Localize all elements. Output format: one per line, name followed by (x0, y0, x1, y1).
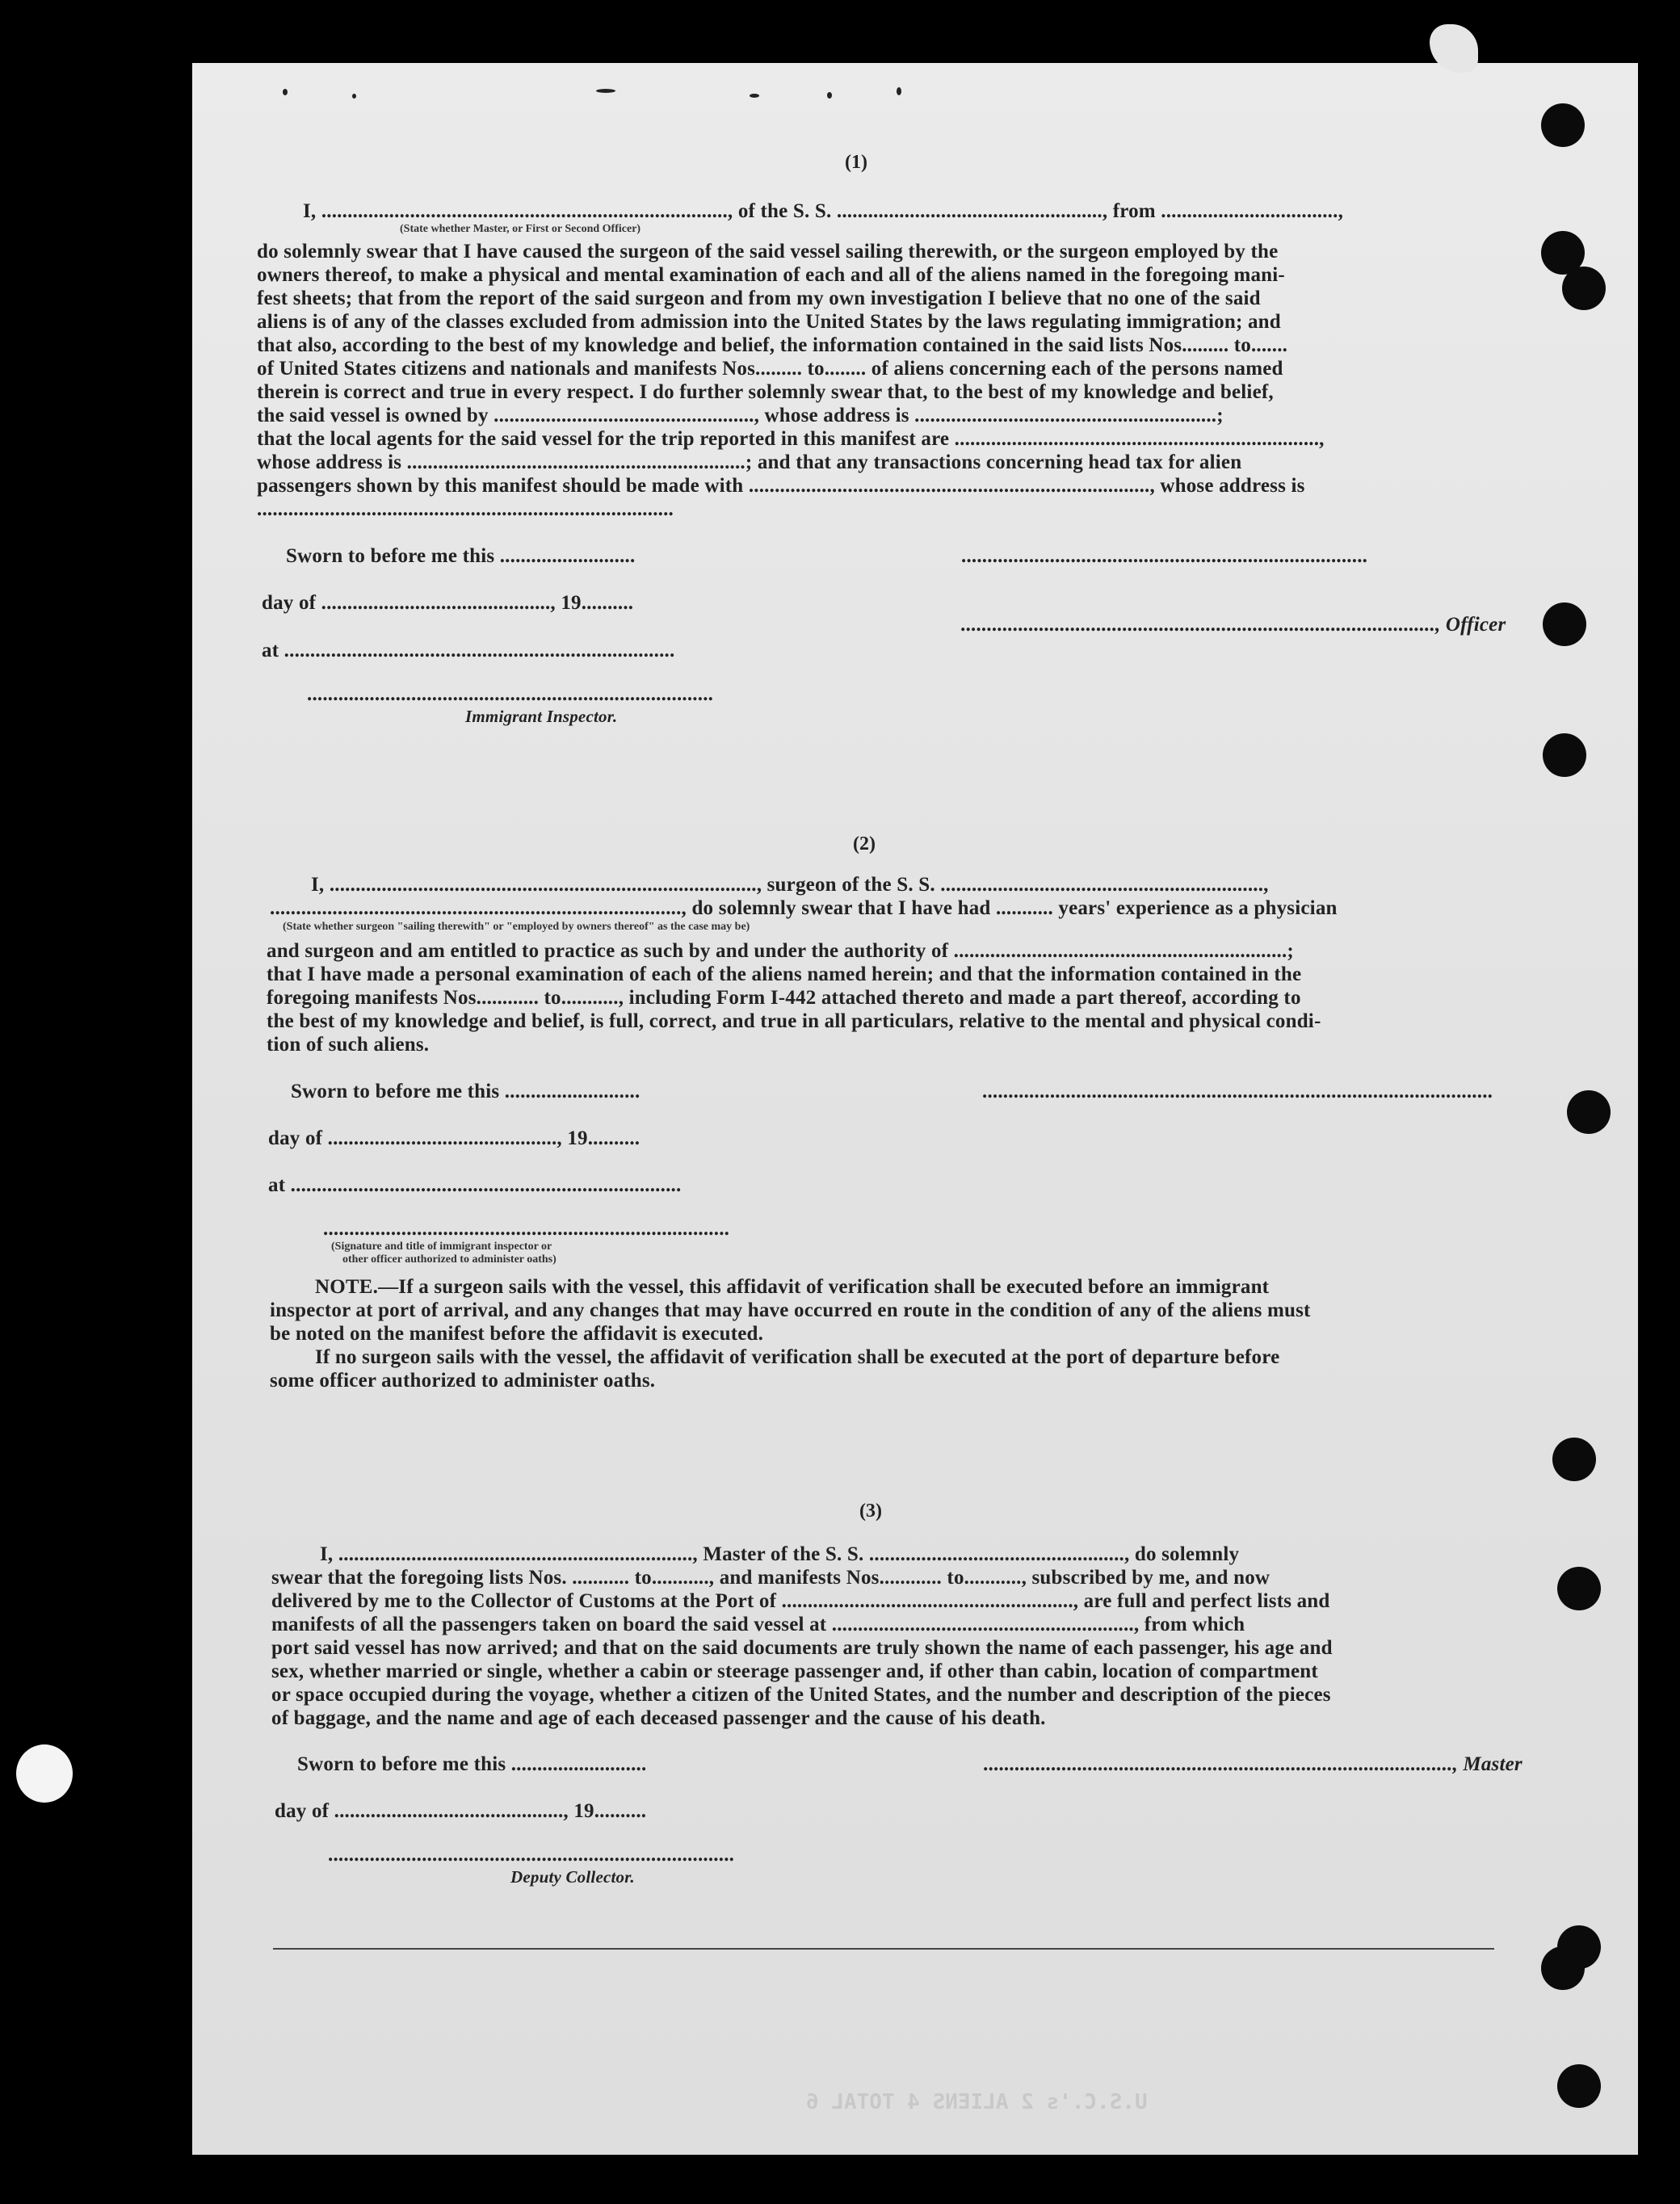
s1-body-line: owners thereof, to make a physical and mental examination of each and all of the aliens named in the foregoing mani- (257, 264, 1285, 286)
s3-body-line: delivered by me to the Collector of Customs at the Port of ........................................................, are full and perfect lists and (271, 1590, 1330, 1612)
s1-body-line: that also, according to the best of my knowledge and belief, the information contained in the said lists Nos......... to....... (257, 334, 1288, 356)
s1-inspector-line: .............................................................................. (307, 683, 714, 705)
punch-hole (1557, 1567, 1601, 1610)
s1-at: at ........................................................................... (262, 640, 675, 661)
punch-hole (1562, 267, 1606, 310)
s3-master-signature: .........................................................................................., Master (984, 1753, 1522, 1775)
punch-hole (1557, 2064, 1601, 2108)
s3-collector-label: Deputy Collector. (510, 1867, 635, 1887)
s3-body-line: I, ...................................................................., Master of the S. S. ................................................., do solemnly (320, 1543, 1240, 1565)
s2-body-line: the best of my knowledge and belief, is full, correct, and true in all particulars, relative to the mental and physical condi- (267, 1010, 1321, 1032)
s3-body-line: port said vessel has now arrived; and that on the said documents are truly shown the name of each passenger, his age and (271, 1637, 1333, 1659)
s3-day: day of ............................................, 19.......... (275, 1800, 647, 1822)
s1-body-line: whose address is .................................................................; and that any transactions concerning head tax for alien (257, 451, 1242, 473)
s2-note-line: some officer authorized to administer oaths. (270, 1370, 656, 1392)
section-2-number: (2) (853, 833, 876, 854)
punch-hole (1541, 103, 1585, 147)
s2-note-line: NOTE.—If a surgeon sails with the vessel, this affidavit of verification shall be executed before an immigrant (315, 1276, 1270, 1298)
s2-note-line: be noted on the manifest before the affidavit is executed. (270, 1323, 764, 1345)
speck (827, 92, 832, 99)
punch-hole (1543, 602, 1586, 646)
punch-hole (1543, 733, 1586, 777)
section-3-number: (3) (859, 1501, 882, 1522)
s2-line-surgeon: I, .................................................................................., surgeon of the S. S. .............................................................., (311, 874, 1269, 896)
s3-body-line: swear that the foregoing lists Nos. ........... to..........., and manifests Nos............ to..........., subscribed by me, and now (271, 1567, 1270, 1589)
s1-inspector-label: Immigrant Inspector. (465, 707, 618, 726)
s3-sworn: Sworn to before me this .......................... (297, 1753, 647, 1775)
s1-body-line: the said vessel is owned by .................................................., whose address is ..........................................................; (257, 405, 1224, 426)
s1-body-line: passengers shown by this manifest should be made with ............................................................................., whose address is (257, 475, 1305, 497)
s2-sig-note-2: other officer authorized to administer oaths) (342, 1253, 556, 1266)
s1-day: day of ............................................, 19.......... (262, 592, 634, 614)
s2-signature-line-right: .................................................................................................. (982, 1081, 1493, 1102)
s1-body-line: fest sheets; that from the report of the said surgeon and from my own investigation I believe that no one of the said (257, 288, 1261, 309)
s2-sworn: Sworn to before me this .......................... (291, 1081, 640, 1102)
s2-note-line: inspector at port of arrival, and any changes that may have occurred en route in the condition of any of the aliens must (270, 1299, 1311, 1321)
s2-surgeon-note: (State whether surgeon "sailing therewith" or "employed by owners thereof" as the case may be) (283, 921, 750, 933)
s2-body-line: foregoing manifests Nos............ to..........., including Form I-442 attached thereto and made a part thereof, according to (267, 987, 1301, 1009)
s2-sig-note-1: (Signature and title of immigrant inspector or (331, 1241, 552, 1253)
s1-signature-line-right: .............................................................................. (961, 545, 1368, 567)
s2-body-line: tion of such aliens. (267, 1034, 430, 1056)
s2-line-experience: ..............................................................................., do solemnly swear that I have had ........... years' experience as a physician (270, 897, 1338, 919)
speck (352, 94, 356, 99)
s2-note-line: If no surgeon sails with the vessel, the affidavit of verification shall be executed at the port of departure before (315, 1346, 1280, 1368)
s1-body-line: therein is correct and true in every respect. I do further solemnly swear that, to the best of my knowledge and belief, (257, 381, 1274, 403)
speck (283, 89, 288, 95)
s1-body-line: ................................................................................ (257, 498, 674, 520)
s3-collector-line: .............................................................................. (328, 1844, 735, 1866)
speck (596, 89, 615, 93)
s1-line-oath-officer: I, .............................................................................., of the S. S. ..................................................., from .................................., (303, 200, 1344, 222)
s1-body-line: of United States citizens and nationals and manifests Nos......... to........ of aliens concerning each of the persons named (257, 358, 1283, 380)
punch-hole (1552, 1438, 1596, 1481)
form-page (192, 63, 1638, 2155)
s1-officer-note: (State whether Master, or First or Second Officer) (400, 223, 641, 235)
s2-inspector-line: .............................................................................. (323, 1218, 730, 1240)
s2-day: day of ............................................, 19.......... (268, 1127, 640, 1149)
section-1-number: (1) (845, 152, 867, 173)
s1-body-line: do solemnly swear that I have caused the surgeon of the said vessel sailing therewith, or the surgeon employed by the (257, 241, 1279, 262)
s1-officer-signature: ..........................................................................................., Officer (961, 614, 1506, 636)
s1-body-line: aliens is of any of the classes excluded from admission into the United States by the laws regulating immigration; and (257, 311, 1281, 333)
s3-body-line: sex, whether married or single, whether a cabin or steerage passenger and, if other than cabin, location of compartment (271, 1660, 1318, 1682)
punch-hole (1541, 1946, 1585, 1990)
s3-body-line: of baggage, and the name and age of each deceased passenger and the cause of his death. (271, 1707, 1046, 1729)
speck (750, 94, 759, 98)
s2-body-line: that I have made a personal examination of each of the aliens named herein; and that the information contained in the (267, 963, 1302, 985)
bleed-through-text: U.S.C.'s 2 ALIENS 4 TOTAL 6 (806, 2090, 1148, 2114)
s1-sworn: Sworn to before me this .......................... (286, 545, 636, 567)
speck (897, 87, 901, 95)
s2-at: at ........................................................................... (268, 1174, 682, 1196)
s1-body-line: that the local agents for the said vessel for the trip reported in this manifest are ......................................................................, (257, 428, 1325, 450)
punch-hole-light (16, 1744, 73, 1803)
bottom-rule (273, 1948, 1494, 1950)
s3-body-line: manifests of all the passengers taken on board the said vessel at .........................................................., from which (271, 1614, 1245, 1635)
punch-hole (1567, 1090, 1611, 1134)
s3-body-line: or space occupied during the voyage, whether a citizen of the United States, and the number and description of the pieces (271, 1684, 1331, 1706)
s2-body-line: and surgeon and am entitled to practice as such by and under the authority of ................................................................; (267, 940, 1294, 962)
